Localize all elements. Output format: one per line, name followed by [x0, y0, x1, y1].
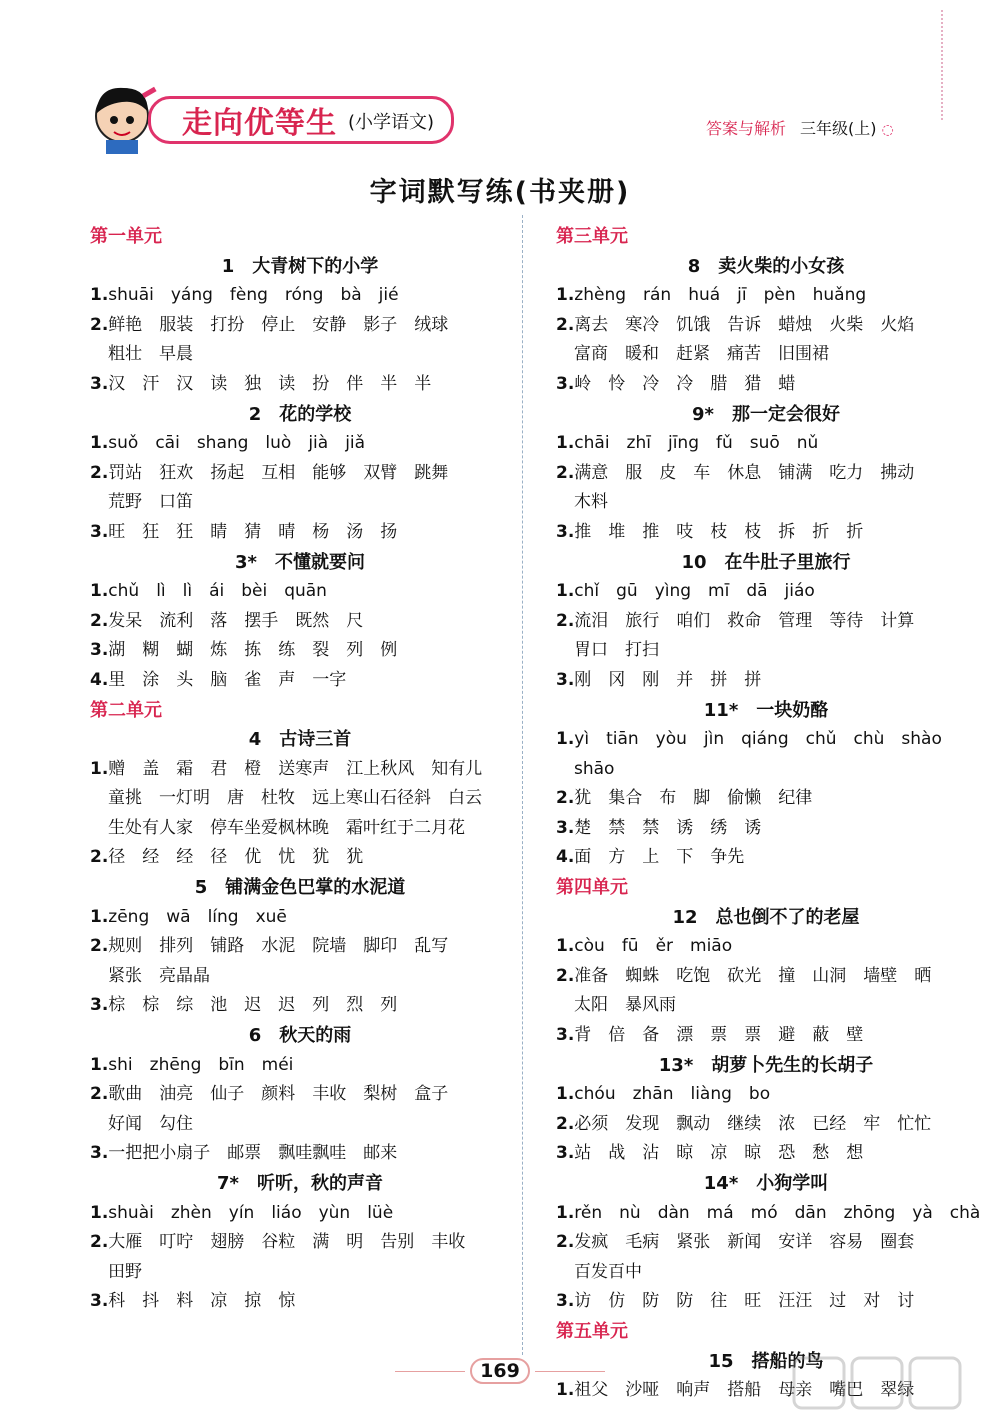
page-number: [465, 1358, 535, 1384]
item-number: 3.: [90, 521, 109, 542]
unit-heading: 第一单元: [90, 226, 162, 247]
item-text: 旺 狂 狂 睛 猜 晴 杨 汤 扬: [108, 521, 398, 542]
answer-item: [90, 577, 510, 607]
lesson-title: 13* 胡萝卜先生的长胡子: [658, 1054, 874, 1076]
circle-ornament-icon: ◌: [881, 122, 894, 138]
answer-item: [90, 991, 510, 1021]
item-text: 湖 糊 蝴 炼 拣 练 裂 列 例: [108, 640, 398, 661]
answer-item: [90, 755, 510, 785]
item-text: yì tiān yòu jìn qiáng chǔ chù shào: [574, 729, 942, 750]
item-number: 3.: [556, 521, 575, 542]
item-text: 必须 发现 飘动 继续 浓 已经 牢 忙忙: [574, 1113, 932, 1134]
answer-continuation: shāo: [574, 758, 615, 779]
item-text: 鲜艳 服装 打扮 停止 安静 影子 绒球: [108, 314, 449, 335]
column-divider: [522, 215, 523, 1355]
item-text: shi zhēng bīn méi: [108, 1054, 294, 1075]
answer-item: [556, 666, 976, 696]
item-text: 科 抖 料 凉 掠 惊: [108, 1291, 296, 1312]
answer-item: [556, 1199, 981, 1229]
item-text: 里 涂 头 脑 雀 声 一字: [108, 669, 347, 690]
item-number: 2.: [90, 847, 109, 868]
lesson-title: 9* 那一定会很好: [692, 403, 840, 425]
item-number: 2.: [90, 314, 109, 335]
item-text: rěn nù dàn má mó dān zhōng yà chà: [574, 1202, 981, 1223]
lesson-title: 10 在牛肚子里旅行: [681, 551, 851, 573]
header-info: [706, 116, 894, 139]
item-number: 1.: [90, 433, 109, 454]
answer-continuation: 紧张 亮晶晶: [108, 965, 210, 986]
item-text: 满意 服 皮 车 休息 铺满 吃力 拂动: [574, 462, 915, 483]
unit-heading: 第二单元: [90, 699, 162, 721]
item-number: 1.: [556, 1380, 575, 1401]
answer-item: [90, 281, 510, 311]
lesson-title: 1 大青树下的小学: [221, 255, 379, 277]
brand-title: 走向优等生: [182, 106, 337, 141]
item-number: 2.: [90, 1084, 109, 1105]
item-text: 祖父 沙哑 响声 搭船 母亲 嘴巴 翠绿: [574, 1380, 915, 1401]
answer-continuation: 好闻 勾住: [108, 1113, 193, 1134]
answer-item: [556, 814, 976, 844]
item-text: 犹 集合 布 脚 偷懒 纪律: [574, 788, 813, 809]
watermark-logo: [792, 1354, 972, 1418]
item-number: 2.: [90, 610, 109, 631]
answer-item: [90, 311, 510, 341]
answer-item: [556, 429, 976, 459]
item-number: 2.: [90, 462, 109, 483]
item-text: chāi zhī jīng fǔ suō nǔ: [574, 433, 819, 454]
answer-continuation: 太阳 暴风雨: [574, 995, 676, 1016]
item-number: 1.: [90, 906, 109, 927]
answer-item: [556, 1287, 976, 1317]
item-text: 发疯 毛病 紧张 新闻 安详 容易 圈套: [574, 1232, 915, 1253]
answer-item: [90, 459, 510, 489]
item-number: 1.: [90, 285, 109, 306]
answer-continuation: 粗壮 早晨: [108, 344, 193, 365]
lesson-title: 12 总也倒不了的老屋: [672, 906, 860, 928]
answer-item: [90, 1139, 510, 1169]
answer-item: [556, 725, 976, 755]
item-number: 1.: [556, 285, 575, 306]
item-text: 径 经 经 径 优 忧 犹 犹: [108, 847, 364, 868]
brand-subtitle: (小学语文): [348, 112, 435, 133]
item-text: 楚 禁 禁 诱 绣 诱: [574, 817, 762, 838]
answer-item: [90, 636, 510, 666]
answer-item: [556, 784, 976, 814]
item-text: zhèng rán huá jī pèn huǎng: [574, 285, 867, 306]
answer-item: [90, 1228, 510, 1258]
page-number-text: 169: [470, 1358, 530, 1384]
answer-item: [556, 1021, 976, 1051]
item-number: 1.: [556, 1202, 575, 1223]
lesson-title: 6 秋天的雨: [248, 1025, 352, 1047]
item-number: 2.: [556, 1232, 575, 1253]
item-text: 离去 寒冷 饥饿 告诉 蜡烛 火柴 火焰: [574, 314, 915, 335]
item-number: 2.: [90, 1232, 109, 1253]
item-number: 1.: [90, 758, 109, 779]
answer-continuation: 木料: [574, 492, 608, 513]
decorative-dotted-line: [941, 10, 943, 120]
item-text: 推 堆 推 吱 枝 枝 拆 折 折: [574, 521, 864, 542]
item-number: 3.: [556, 1291, 575, 1312]
answer-item: [556, 370, 976, 400]
answer-item: [556, 281, 976, 311]
left-column: [90, 222, 510, 1317]
answer-item: [90, 932, 510, 962]
lesson-title: 7* 听听，秋的声音: [217, 1173, 383, 1194]
item-text: zēng wā líng xuē: [108, 906, 287, 927]
item-number: 1.: [90, 581, 109, 602]
answer-item: [90, 903, 510, 933]
answer-item: [556, 1080, 976, 1110]
item-text: 规则 排列 铺路 水泥 院墙 脚印 乱写: [108, 936, 449, 957]
page-title: 字词默写练(书夹册): [369, 177, 631, 208]
item-text: còu fū ěr miāo: [574, 936, 733, 957]
item-number: 1.: [556, 433, 575, 454]
item-number: 1.: [556, 1084, 575, 1105]
answer-item: [90, 666, 510, 696]
item-number: 2.: [556, 462, 575, 483]
item-text: suǒ cāi shang luò jià jiǎ: [108, 433, 366, 454]
unit-heading: 第四单元: [556, 877, 628, 899]
item-text: shuài zhèn yín liáo yùn lüè: [108, 1202, 394, 1223]
answer-label: 答案与解析: [706, 119, 787, 138]
answer-continuation: 童挑 一灯明 唐 杜牧 远上寒山石径斜 白云: [108, 788, 482, 809]
item-text: 赠 盖 霜 君 橙 送寒声 江上秋风 知有儿: [108, 758, 483, 779]
lesson-title: 2 花的学校: [248, 403, 352, 425]
item-text: 站 战 沾 晾 凉 晾 恐 愁 想: [574, 1143, 864, 1164]
item-number: 2.: [90, 936, 109, 957]
item-number: 2.: [556, 314, 575, 335]
item-number: 3.: [90, 640, 109, 661]
answer-continuation: 荒野 口笛: [108, 492, 193, 513]
item-number: 3.: [90, 373, 109, 394]
item-text: 汉 汗 汉 读 独 读 扮 伴 半 半: [108, 373, 432, 394]
answer-item: [90, 1287, 510, 1317]
item-text: 背 倍 备 漂 票 票 避 蔽 壁: [574, 1025, 864, 1046]
item-number: 3.: [90, 1291, 109, 1312]
answer-item: [556, 1139, 976, 1169]
lesson-title: 15 搭船的鸟: [708, 1350, 824, 1372]
item-text: 棕 棕 综 池 迟 迟 列 烈 列: [108, 995, 398, 1016]
item-number: 3.: [556, 669, 575, 690]
answer-item: [556, 1110, 976, 1140]
item-number: 3.: [556, 817, 575, 838]
answer-item: [90, 607, 510, 637]
item-text: 发呆 流利 落 摆手 既然 尺: [108, 610, 364, 631]
lesson-title: 5 铺满金色巴掌的水泥道: [194, 877, 406, 899]
item-text: 一把把小扇子 邮票 飘哇飘哇 邮来: [108, 1143, 398, 1164]
answer-item: [556, 1228, 976, 1258]
item-text: shuāi yáng fèng róng bà jié: [108, 285, 399, 306]
answer-item: [90, 429, 510, 459]
item-number: 1.: [90, 1202, 109, 1223]
lesson-title: 14* 小狗学叫: [703, 1173, 829, 1194]
answer-item: [90, 1080, 510, 1110]
answer-item: [90, 1199, 510, 1229]
grade-label: 三年级(上): [800, 119, 877, 138]
answer-item: [556, 518, 976, 548]
item-text: chóu zhān liàng bo: [574, 1084, 771, 1105]
item-number: 1.: [90, 1054, 109, 1075]
unit-heading: 第三单元: [556, 226, 628, 247]
answer-item: [556, 577, 976, 607]
answer-item: [556, 459, 976, 489]
answer-continuation: 富商 暖和 赶紧 痛苦 旧围裙: [574, 344, 829, 365]
lesson-title: 3* 不懂就要问: [235, 551, 365, 573]
item-number: 1.: [556, 581, 575, 602]
item-text: 面 方 上 下 争先: [574, 847, 745, 868]
item-text: chǐ gū yìng mī dā jiáo: [574, 581, 815, 602]
item-text: 岭 怜 冷 冷 腊 猎 蜡: [574, 373, 796, 394]
answer-item: [556, 932, 976, 962]
item-number: 3.: [556, 1143, 575, 1164]
item-number: 2.: [556, 788, 575, 809]
answer-continuation: 百发百中: [574, 1261, 642, 1282]
item-number: 3.: [556, 373, 575, 394]
unit-heading: 第五单元: [556, 1320, 628, 1342]
lesson-title: 4 古诗三首: [248, 729, 352, 751]
item-text: 流泪 旅行 咱们 救命 管理 等待 计算: [574, 610, 915, 631]
item-text: 刚 冈 刚 并 拼 拼: [574, 669, 762, 690]
item-number: 4.: [90, 669, 109, 690]
item-number: 2.: [556, 610, 575, 631]
answer-item: [90, 843, 510, 873]
item-text: 大雁 叮咛 翅膀 谷粒 满 明 告别 丰收: [108, 1232, 466, 1253]
answer-item: [556, 311, 976, 341]
item-text: 歌曲 油亮 仙子 颜料 丰收 梨树 盒子: [108, 1084, 449, 1105]
item-number: 4.: [556, 847, 575, 868]
answer-item: [90, 1051, 510, 1081]
item-number: 3.: [556, 1025, 575, 1046]
item-number: 3.: [90, 995, 109, 1016]
item-number: 2.: [556, 1113, 575, 1134]
item-number: 3.: [90, 1143, 109, 1164]
answer-item: [90, 370, 510, 400]
lesson-title: 11* 一块奶酪: [703, 699, 829, 721]
answer-item: [556, 962, 976, 992]
answer-item: [556, 607, 976, 637]
answer-continuation: 田野: [108, 1261, 142, 1282]
right-column: [556, 222, 981, 1406]
item-text: 准备 蜘蛛 吃饱 砍光 撞 山洞 墙壁 晒: [574, 965, 932, 986]
item-number: 2.: [556, 965, 575, 986]
answer-item: [556, 843, 976, 873]
answer-item: [90, 518, 510, 548]
item-number: 1.: [556, 936, 575, 957]
item-text: 罚站 狂欢 扬起 互相 能够 双臂 跳舞: [108, 462, 449, 483]
answer-continuation: 生处有人家 停车坐爱枫林晚 霜叶红于二月花: [108, 817, 465, 838]
brand-logo: [86, 76, 460, 146]
item-text: 访 仿 防 防 往 旺 汪汪 过 对 讨: [574, 1291, 915, 1312]
item-number: 1.: [556, 729, 575, 750]
answer-continuation: 胃口 打扫: [574, 640, 659, 661]
lesson-title: 8 卖火柴的小女孩: [687, 255, 845, 277]
item-text: chǔ lì lì ái bèi quān: [108, 581, 327, 602]
